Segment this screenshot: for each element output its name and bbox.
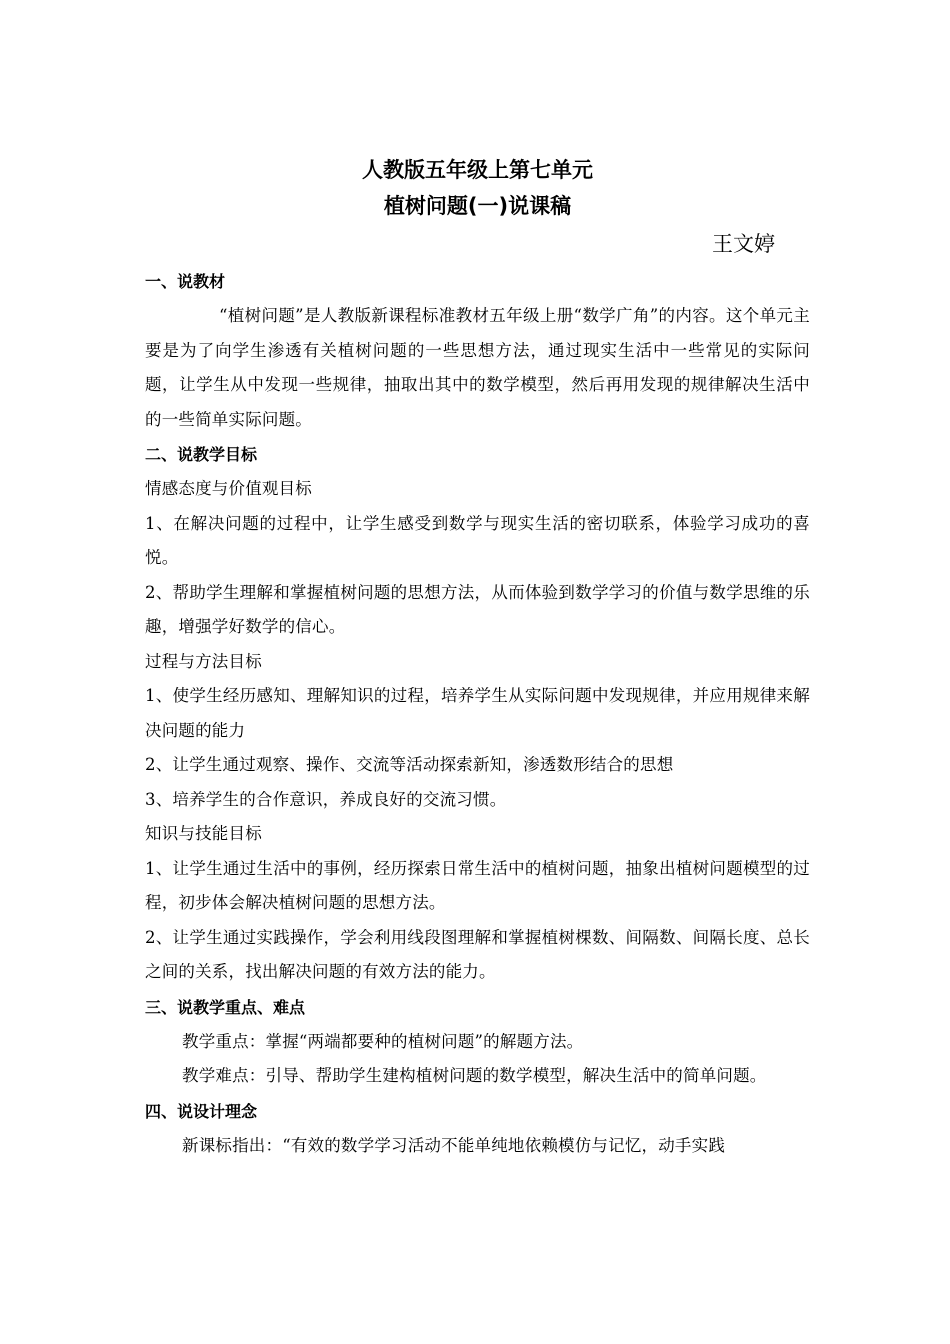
section-4-heading: 四、说设计理念 — [145, 1101, 258, 1121]
section-1-paragraph: “植树问题”是人教版新课程标准教材五年级上册“数学广角”的内容。这个单元主要是为了向学生渗透有关植树问题的一些思想方法，通过现实生活中一些常见的实际问题，让学生从中发现一些规律，抽取出其中的数学模型，然后再用发现的规律解决生活中的一些简单实际问题。 — [145, 306, 810, 429]
knowledge-goal-item: 1、让学生通过生活中的事例，经历探索日常生活中的植树问题，抽象出植树问题模型的过程，初步体会解决植树问题的思想方法。 — [145, 858, 810, 912]
title-line-1: 人教版五年级上第七单元 — [362, 158, 593, 182]
process-goal-item: 3、培养学生的合作意识，养成良好的交流习惯。 — [145, 789, 507, 809]
process-goal-item: 2、让学生通过观察、操作、交流等活动探索新知，渗透数形结合的思想 — [145, 755, 674, 774]
attitude-goal-item: 2、帮助学生理解和掌握植树问题的思想方法，从而体验到数学学习的价值与数学思维的乐趣，增强学好数学的信心。 — [145, 582, 810, 636]
key-point-paragraph: 教学重点：掌握“两端都要种的植树问题”的解题方法。 — [182, 1031, 584, 1051]
section-2-heading: 二、说教学目标 — [145, 445, 258, 464]
section-1-heading: 一、说教材 — [145, 272, 226, 291]
process-goal-item: 1、使学生经历感知、理解知识的过程，培养学生从实际问题中发现规律，并应用规律来解决问题的能力 — [145, 686, 810, 740]
section-3-heading: 三、说教学重点、难点 — [145, 997, 306, 1017]
subheading-knowledge-goals: 知识与技能目标 — [145, 824, 262, 843]
subheading-process-goals: 过程与方法目标 — [145, 651, 262, 671]
author-name: 王文婷 — [712, 232, 775, 256]
title-line-2: 植树问题(一)说课稿 — [383, 194, 572, 218]
difficulty-paragraph: 教学难点：引导、帮助学生建构植树问题的数学模型，解决生活中的简单问题。 — [182, 1066, 767, 1085]
section-4-paragraph: 新课标指出：“有效的数学学习活动不能单纯地依赖模仿与记忆，动手实践 — [182, 1135, 726, 1155]
document-body — [145, 152, 810, 1163]
attitude-goal-item: 1、在解决问题的过程中，让学生感受到数学与现实生活的密切联系，体验学习成功的喜悦。 — [145, 513, 810, 567]
knowledge-goal-item: 2、让学生通过实践操作，学会利用线段图理解和掌握植树棵数、间隔数、间隔长度、总长之间的关系，找出解决问题的有效方法的能力。 — [145, 927, 810, 981]
subheading-attitude-goals: 情感态度与价值观目标 — [145, 479, 312, 498]
